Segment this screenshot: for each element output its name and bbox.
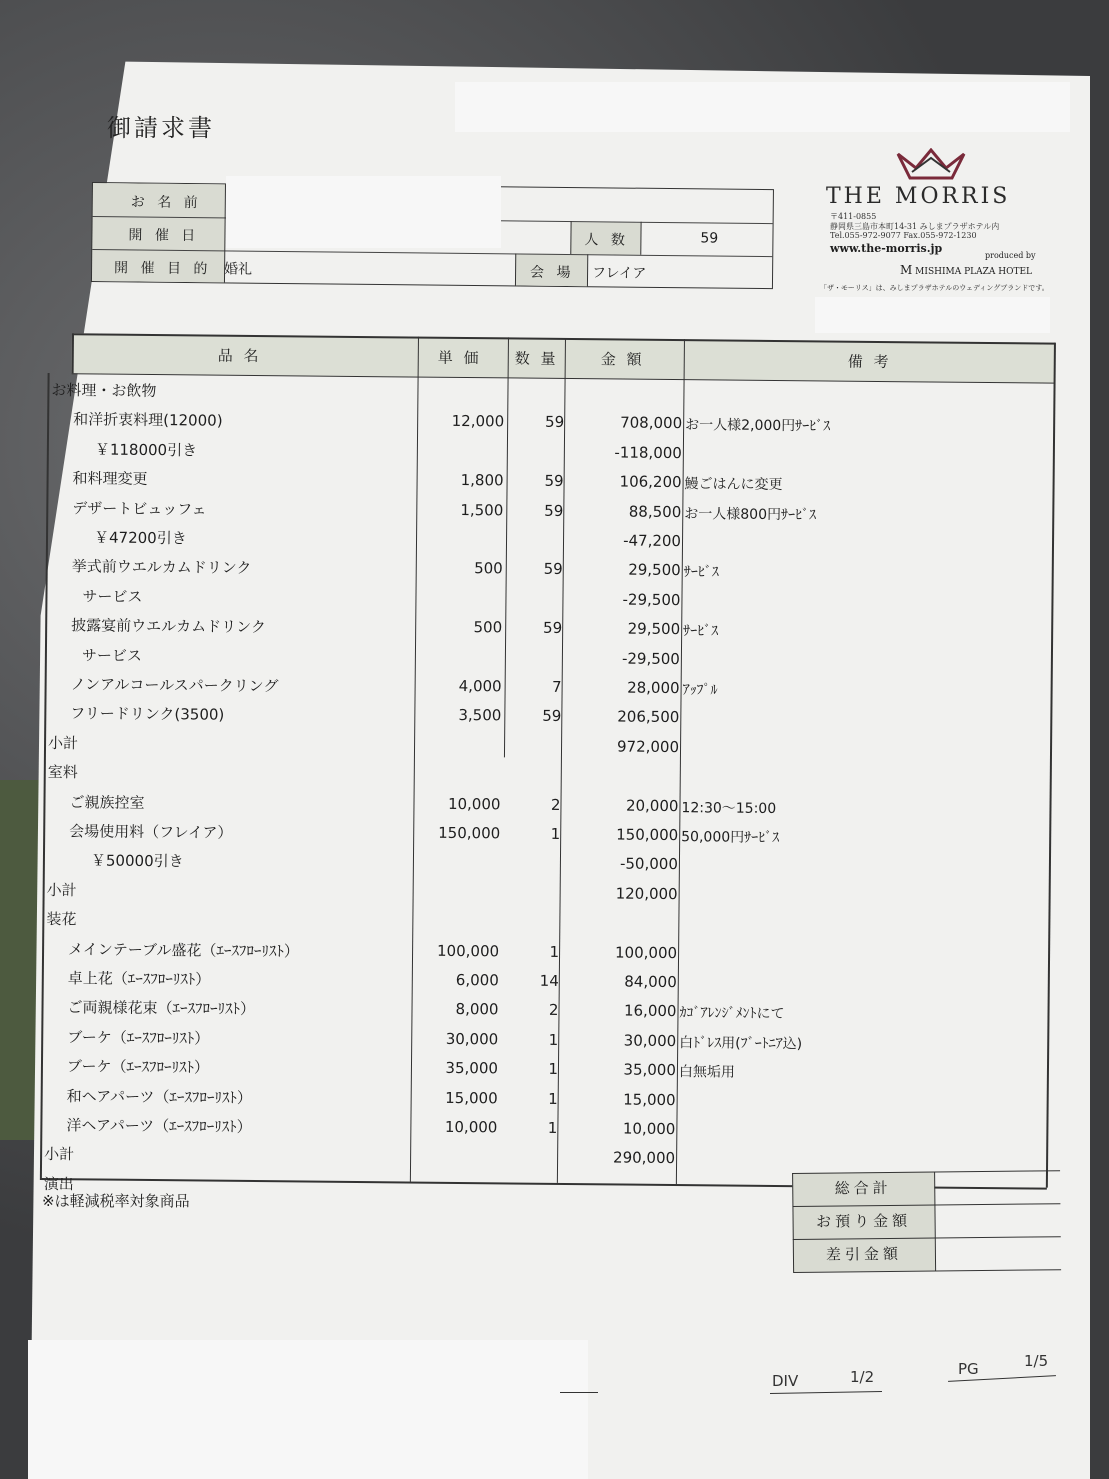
- tax-note: ※は軽減税率対象商品: [42, 1192, 190, 1210]
- amount: -47,200: [623, 531, 682, 551]
- balance-label: 差引金額: [793, 1238, 935, 1272]
- pg-label: PG: [958, 1360, 979, 1378]
- unit-price: 10,000: [447, 794, 501, 813]
- deposit-label: お預り金額: [792, 1205, 934, 1239]
- deposit-value: [934, 1203, 1060, 1237]
- item-name: 披露宴前ウエルカムドリンク: [71, 616, 266, 637]
- note: お一人様2,000円ｻｰﾋﾞｽ: [685, 417, 831, 435]
- unit-price: 500: [474, 559, 503, 578]
- unit-price: 100,000: [436, 941, 500, 960]
- balance-row: [793, 1236, 1061, 1272]
- purpose-label: 開 催 目 的: [114, 260, 212, 278]
- note: ｱｯﾌﾟﾙ: [682, 682, 718, 699]
- amount: 16,000: [623, 1001, 677, 1021]
- redacted-name-date: [226, 176, 501, 248]
- quantity: 2: [548, 1001, 559, 1020]
- header-item: 品 名: [217, 346, 262, 366]
- unit-price: 15,000: [445, 1088, 498, 1107]
- brand-postal: 〒411-0855: [830, 212, 877, 221]
- note: 白無垢用: [678, 1064, 736, 1081]
- amount: [574, 766, 679, 767]
- quantity: 7: [551, 677, 562, 696]
- item-name: サービス: [81, 645, 143, 665]
- item-name: ￥50000引き: [90, 851, 184, 871]
- unit-price: 35,000: [445, 1059, 499, 1078]
- item-name: 装花: [46, 910, 77, 929]
- hotel-mark-icon: Ⅿ: [900, 263, 913, 277]
- quantity: [504, 913, 559, 914]
- amount: 28,000: [627, 678, 680, 698]
- note: 白ﾄﾞﾚｽ用(ﾌﾞｰﾄﾆｱ込): [679, 1034, 803, 1053]
- unit-price: [415, 882, 500, 883]
- amount: -29,500: [622, 590, 681, 609]
- div-value: 1/2: [850, 1368, 875, 1386]
- item-name: 挙式前ウエルカムドリンク: [71, 557, 252, 578]
- item-name: 室料: [47, 763, 78, 782]
- amount: 120,000: [615, 884, 678, 903]
- quantity: [506, 736, 561, 737]
- unit-price: 8,000: [455, 1000, 499, 1019]
- item-name: 小計: [47, 733, 79, 753]
- quantity: [508, 530, 563, 531]
- redacted-area-top: [455, 82, 1070, 132]
- note: ｻｰﾋﾞｽ: [683, 623, 719, 640]
- unit-price: [416, 765, 501, 766]
- redacted-area-bottom: [28, 1340, 588, 1479]
- quantity: 1: [548, 1089, 558, 1108]
- amount: 29,500: [628, 560, 681, 580]
- div-label: DIV: [772, 1372, 799, 1390]
- item-name: フリードリンク(3500): [70, 704, 225, 725]
- quantity: [508, 589, 563, 590]
- grand-total-label: 総合計: [792, 1172, 934, 1206]
- unit-price: [418, 530, 503, 531]
- quantity: 59: [544, 501, 564, 520]
- note: ｶｺﾞｱﾚﾝｼﾞﾒﾝﾄにて: [679, 1005, 785, 1023]
- item-name: メインテーブル盛花（ｴｰｽﾌﾛｰﾘｽﾄ）: [68, 939, 300, 961]
- invoice-table: [40, 333, 1058, 1193]
- quantity: 2: [550, 795, 561, 814]
- grand-total-row: [792, 1170, 1060, 1206]
- item-name: ノンアルコールスパークリング: [70, 675, 279, 696]
- amount: 88,500: [628, 502, 682, 521]
- people-label: 人 数: [584, 232, 629, 249]
- amount: 20,000: [625, 796, 679, 815]
- item-name: ￥47200引き: [93, 528, 187, 548]
- quantity: 1: [548, 1060, 559, 1079]
- unit-price: 12,000: [451, 412, 505, 431]
- item-name: ご両親様花束（ｴｰｽﾌﾛｰﾘｽﾄ）: [67, 998, 256, 1019]
- note: 12:30～15:00: [681, 799, 777, 817]
- amount: [578, 384, 683, 385]
- item-name: ブーケ（ｴｰｽﾌﾛｰﾘｽﾄ）: [66, 1057, 210, 1077]
- header-price: 単 価: [437, 348, 482, 368]
- unit-price: 6,000: [455, 970, 499, 990]
- amount: 972,000: [616, 737, 680, 756]
- unit-price: [412, 1147, 497, 1148]
- amount: 15,000: [623, 1090, 676, 1109]
- header-amount: 金 額: [600, 350, 645, 369]
- unit-price: [418, 588, 503, 589]
- deposit-row: [792, 1203, 1060, 1239]
- amount: [570, 1178, 675, 1179]
- info-col-divider: [640, 222, 641, 255]
- unit-price: 30,000: [445, 1029, 499, 1049]
- brand-tagline: 「ザ・モーリス」は、みしまプラザホテルのウェディングブランドです。: [820, 284, 1049, 292]
- unit-price: 1,500: [460, 500, 504, 519]
- unit-price: [414, 912, 499, 913]
- quantity: 59: [542, 707, 562, 726]
- venue-value: フレイア: [591, 265, 647, 282]
- amount: -29,500: [621, 649, 680, 668]
- item-name: デザートビュッフェ: [72, 498, 207, 519]
- amount: 290,000: [612, 1148, 676, 1168]
- unit-price: 4,000: [458, 676, 502, 696]
- document-title: 御請求書: [107, 114, 215, 142]
- unit-price: [420, 383, 505, 384]
- quantity: 14: [539, 971, 559, 990]
- brand-address: 静岡県三島市本町14-31 みしまプラザホテル内: [830, 222, 1000, 231]
- footer-line: [560, 1392, 598, 1393]
- amount: 84,000: [624, 972, 677, 992]
- amount: 150,000: [616, 825, 679, 845]
- brand-phone: Tel.055-972-9077 Fax.055-972-1230: [830, 231, 977, 240]
- header-notes: 備 考: [847, 352, 892, 372]
- item-name: 演出: [43, 1174, 74, 1194]
- note: ｻｰﾋﾞｽ: [683, 564, 719, 581]
- amount: 106,200: [619, 472, 682, 492]
- totals-box: [792, 1162, 1061, 1270]
- item-name: 会場使用料（フレイア）: [69, 822, 233, 842]
- quantity: 59: [543, 618, 563, 638]
- quantity: [506, 766, 561, 767]
- hotel-name: Ⅿ MISHIMA PLAZA HOTEL: [900, 263, 1033, 277]
- amount: -118,000: [614, 443, 682, 462]
- quantity: [502, 1148, 557, 1149]
- unit-price: 3,500: [458, 706, 502, 725]
- item-name: ブーケ（ｴｰｽﾌﾛｰﾘｽﾄ）: [67, 1028, 210, 1048]
- item-name: 小計: [44, 1145, 75, 1164]
- unit-price: [415, 853, 500, 854]
- unit-price: [412, 1176, 497, 1177]
- note: 50,000円ｻｰﾋﾞｽ: [681, 829, 780, 847]
- grand-total-value: [934, 1170, 1060, 1204]
- balance-value: [935, 1236, 1061, 1270]
- amount: 29,500: [627, 619, 681, 639]
- item-name: ご親族控室: [69, 792, 145, 812]
- quantity: 59: [544, 471, 564, 491]
- note: 鰻ごはんに変更: [684, 476, 783, 494]
- amount: -50,000: [619, 854, 679, 874]
- unit-price: [417, 647, 502, 648]
- amount: 35,000: [623, 1060, 677, 1080]
- quantity: 59: [544, 413, 565, 432]
- info-col-divider: [587, 254, 588, 286]
- quantity: [510, 383, 565, 384]
- item-name: 卓上花（ｴｰｽﾌﾛｰﾘｽﾄ）: [67, 969, 211, 989]
- quantity: [505, 883, 560, 884]
- item-name: ￥118000引き: [94, 440, 198, 460]
- item-name: 和ヘアパーツ（ｴｰｽﾌﾛｰﾘｽﾄ）: [66, 1086, 253, 1107]
- produced-by: produced by: [985, 251, 1036, 260]
- item-name: 和料理変更: [72, 469, 148, 489]
- brand-url: www.the-morris.jp: [830, 242, 943, 255]
- item-name: お料理・お飲物: [51, 381, 157, 401]
- unit-price: 10,000: [444, 1117, 498, 1137]
- quantity: 1: [550, 824, 561, 843]
- redacted-area-right: [815, 297, 1050, 333]
- item-name: サービス: [82, 587, 143, 606]
- amount: 30,000: [623, 1031, 677, 1050]
- venue-label: 会 場: [529, 264, 575, 282]
- note: お一人様800円ｻｰﾋﾞｽ: [684, 505, 817, 523]
- unit-price: [416, 735, 501, 736]
- brand-name: THE MORRIS: [826, 184, 1011, 209]
- unit-price: [419, 441, 504, 442]
- item-name: 小計: [46, 880, 77, 900]
- quantity: [502, 1177, 557, 1178]
- amount: 206,500: [617, 707, 680, 727]
- amount: 708,000: [620, 413, 683, 433]
- quantity: [509, 442, 564, 443]
- header-qty: 数 量: [514, 349, 559, 368]
- unit-price: 1,800: [460, 471, 504, 490]
- item-name: 和洋折衷料理(12000): [73, 410, 223, 431]
- morris-crown-logo-icon: [896, 148, 966, 184]
- amount: 100,000: [614, 943, 678, 962]
- item-name: 洋ヘアパーツ（ｴｰｽﾌﾛｰﾘｽﾄ）: [66, 1116, 252, 1136]
- pg-value: 1/5: [1024, 1352, 1049, 1370]
- unit-price: 500: [473, 618, 503, 637]
- date-label: 開 催 日: [128, 227, 200, 245]
- quantity: 1: [549, 942, 560, 961]
- unit-price: 150,000: [438, 823, 501, 843]
- name-label: お 名 前: [130, 194, 202, 212]
- quantity: [505, 854, 560, 855]
- amount: [572, 913, 677, 914]
- amount: 10,000: [622, 1119, 676, 1139]
- quantity: 1: [548, 1030, 559, 1049]
- quantity: 59: [543, 560, 563, 579]
- quantity: 1: [547, 1118, 558, 1137]
- purpose-value: 婚礼: [224, 261, 253, 278]
- quantity: [507, 648, 562, 649]
- people-value: 59: [700, 230, 719, 247]
